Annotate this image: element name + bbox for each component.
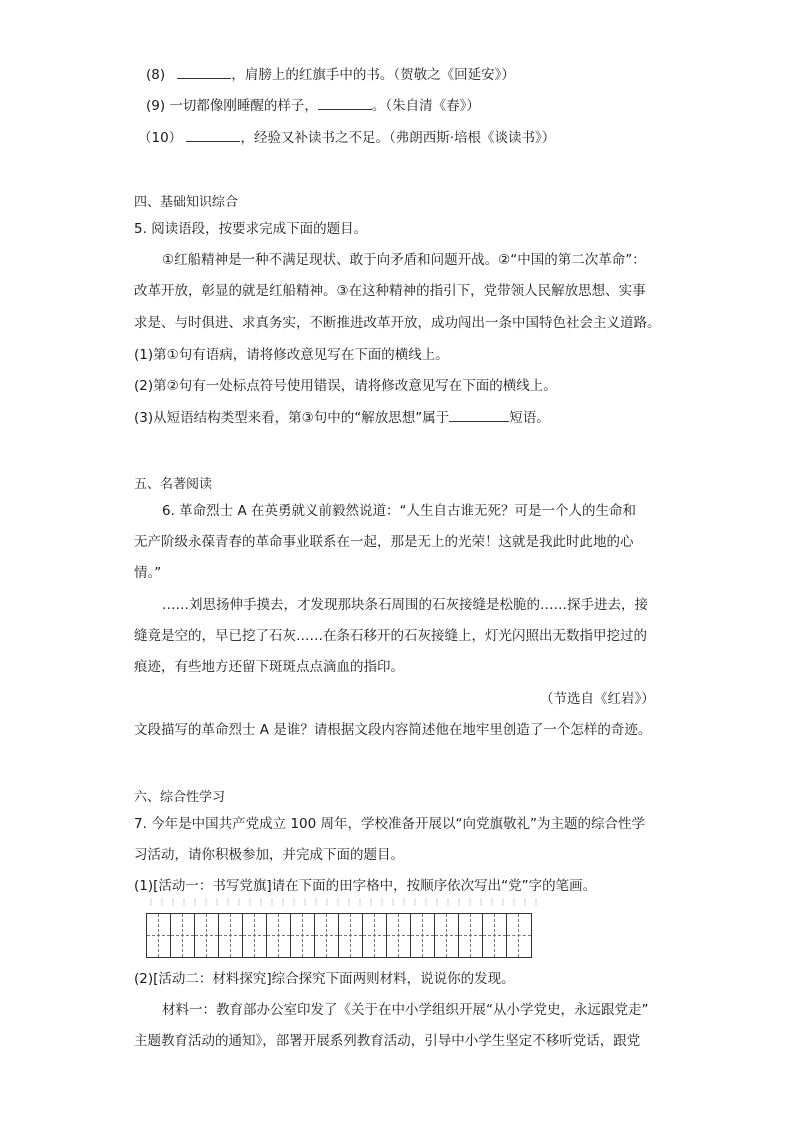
- passage-line: 缝竟是空的，早已挖了石灰……在条石移开的石灰接缝上，灯光闪照出无数指甲挖过的: [134, 628, 647, 644]
- tianzige-cell[interactable]: [147, 914, 171, 957]
- tianzige-cell[interactable]: [483, 914, 507, 957]
- section-title-4: 四、基础知识综合: [134, 195, 239, 210]
- sub-question-2: (2)第②句有一处标点符号使用错误，请将修改意见写在下面的横线上。: [134, 378, 557, 394]
- tianzige-cell[interactable]: [459, 914, 483, 957]
- answer-blank[interactable]: [318, 95, 372, 110]
- question-5-stem: [134, 219, 367, 239]
- passage-line: ……刘思扬伸手摸去，才发现那块条石周围的石灰接缝是松脆的……探手进去，接: [162, 597, 648, 613]
- sub-question-1: (1)第①句有语病，请将修改意见写在下面的横线上。: [134, 347, 449, 363]
- tianzige-cell[interactable]: [387, 914, 411, 957]
- tianzige-cell[interactable]: [315, 914, 339, 957]
- material-line: 材料一：教育部办公室印发了《关于在中小学组织开展“从小学党史，永远跟党走”: [162, 1002, 649, 1018]
- tianzige-cell[interactable]: [243, 914, 267, 957]
- passage-line: 6. 革命烈士 A 在英勇就义前毅然说道：“人生自古谁无死？可是一个人的生命和: [162, 503, 636, 519]
- section-title-6: 六、综合性学习: [134, 790, 226, 805]
- source-citation: （节选自《红岩》）: [540, 691, 655, 707]
- passage-line: 改革开放，彰显的就是红船精神。③在这种精神的指引下，党带领人民解放思想、实事: [134, 283, 646, 299]
- passage-line: 痕迹，有些地方还留下斑斑点点滴血的指印。: [134, 659, 404, 675]
- sub-question-3: [134, 407, 550, 428]
- quote-10-num: （10）: [138, 130, 183, 146]
- tianzige-cell[interactable]: [339, 914, 363, 957]
- question-6-text: 文段描写的革命烈士 A 是谁？请根据文段内容简述他在地牢里创造了一个怎样的奇迹。: [134, 722, 652, 738]
- activity-2: (2)[活动二：材料探究]综合探究下面两则材料，说说你的发现。: [134, 971, 515, 987]
- tianzige-grid[interactable]: [146, 913, 532, 958]
- quote-9-text: 。（朱自清《春》）: [371, 98, 480, 114]
- question-7-intro: 7. 今年是中国共产党成立 100 周年，学校准备开展以“向党旗敬礼”为主题的综合性学: [134, 816, 646, 832]
- tianzige-cell[interactable]: [411, 914, 435, 957]
- answer-blank[interactable]: [449, 407, 509, 422]
- faint-print-artifact: [150, 898, 540, 906]
- answer-blank[interactable]: [186, 127, 240, 142]
- question-text: 阅读语段，按要求完成下面的题目。: [151, 221, 368, 237]
- passage-line: 情。”: [134, 565, 162, 581]
- quote-9-num: (9): [146, 98, 166, 114]
- tianzige-cell[interactable]: [435, 914, 459, 957]
- passage-line: 求是、与时俱进、求真务实，不断推进改革开放，成功闯出一条中国特色社会主义道路。: [134, 315, 661, 331]
- tianzige-cell[interactable]: [267, 914, 291, 957]
- passage-line: 无产阶级永葆青春的革命事业联系在一起，那是无上的光荣！这就是我此时此地的心: [134, 534, 634, 550]
- sub-question-3-end: 短语。: [509, 410, 550, 426]
- sub-question-3-text: (3)从短语结构类型来看，第③句中的“解放思想”属于: [134, 410, 450, 426]
- activity-1: (1)[活动一：书写党旗]请在下面的田字格中，按顺序依次写出“党”字的笔画。: [134, 878, 597, 894]
- section-title-5: 五、名著阅读: [134, 477, 213, 492]
- answer-blank[interactable]: [177, 64, 231, 79]
- question-number: 5.: [134, 221, 147, 237]
- question-7-intro: 习活动，请你积极参加，并完成下面的题目。: [134, 847, 404, 863]
- quote-9: [146, 95, 480, 116]
- quote-10: [138, 127, 555, 148]
- tianzige-cell[interactable]: [219, 914, 243, 957]
- passage-line: ①红船精神是一种不满足现状、敢于向矛盾和问题开战。②“中国的第二次革命”：: [162, 252, 646, 268]
- quote-8: [146, 64, 515, 85]
- material-line: 主题教育活动的通知》，部署开展系列教育活动，引导中小学生坚定不移听党话，跟党: [134, 1033, 641, 1049]
- quote-10-text: ，经验又补读书之不足。（弗朗西斯·培根《谈读书》）: [240, 130, 556, 146]
- quote-8-num: (8): [146, 67, 166, 83]
- tianzige-cell[interactable]: [195, 914, 219, 957]
- tianzige-cell[interactable]: [171, 914, 195, 957]
- tianzige-cell[interactable]: [291, 914, 315, 957]
- quote-8-text: ，肩膀上的红旗手中的书。（贺敬之《回延安》）: [231, 67, 515, 83]
- tianzige-cell[interactable]: [507, 914, 531, 957]
- tianzige-cell[interactable]: [363, 914, 387, 957]
- quote-9-before: 一切都像刚睡醒的样子，: [169, 98, 318, 114]
